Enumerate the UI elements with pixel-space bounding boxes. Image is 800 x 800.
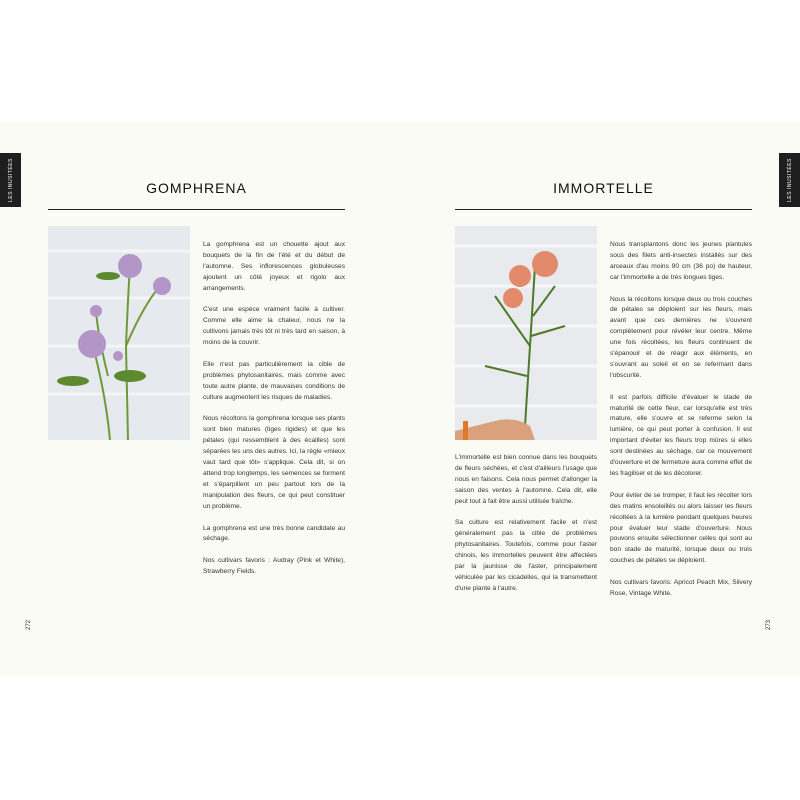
paragraph: Elle n'est pas particulièrement la cible de problèmes phytosanitaires, mais comme avec toute autre plante, de mauvaises conditions de culture augmentent les risques de maladies. [203, 360, 345, 401]
paragraph: L'immortelle est bien connue dans les bouquets de fleurs séchées, et c'est d'ailleurs l'usage que nous en faisons. Cela nous permet d'allonger la saison des ventes à l'automne. Cela dit, elle peut tout à fait être aussi utilisée fraîche. [455, 454, 597, 505]
paragraph: Sa culture est relativement facile et n'est généralement pas la cible de problèmes phytosanitaires. Toutefois, comme pour l'aster chinois, les immortelles peuvent être affectées par la jaunisse de l'aster, principalement véhiculée par les cicadelles, qui la transmettent d'une plante à l'autre. [455, 519, 597, 592]
paragraph: Nos cultivars favoris : Audray (Pink et White), Strawberry Fields. [203, 557, 345, 576]
paragraph: C'est une espèce vraiment facile à cultiver. Comme elle aime la chaleur, nous ne la cultivons jamais très tôt ni très tard en saison, à moins de la couvrir. [203, 306, 345, 347]
paragraph: Pour éviter de se tromper, il faut les récolter lors des matins ensoleillés ou alors laisser les fleurs récoltées à la lumière pendant quelques heures pour évaluer leur stade d'ouverture. Nous pouvons ensuite sélectionner celles qui sont au bon stade de maturité, lorsque deux ou trois couches de pétales se déploient. [610, 491, 752, 565]
immortelle-text-right [610, 240, 752, 611]
section-tab-right [779, 153, 800, 207]
paragraph: Nos cultivars favoris: Apricot Peach Mix, Silvery Rose, Vintage White. [610, 579, 752, 597]
paragraph: Nous la récoltons lorsque deux ou trois couches de pétales se déploient sur les fleurs, mais avant que ces dernières ne s'ouvrent complètement pour révéler leur centre. Même une fois récoltées, les fleurs continuent de s'épanouir et de réagir aux éléments, en s'ouvrant au soleil et en se refermant dans l'obscurité. [610, 295, 752, 379]
section-tab-label: LES INUSITÉES [7, 158, 14, 202]
title-rule-right [455, 209, 752, 210]
page-title-left: GOMPHRENA [146, 180, 247, 196]
paragraph: Nous récoltons la gomphrena lorsque ses plants sont bien matures (tiges rigides) et que les pétales (qui ressemblent à des écailles) sont séparées les uns des autres. Ici, la règle «mieux vaut tard que tôt» s'applique. Cela dit, si on attend trop longtemps, les semences se forment et s'éparpillent un peu partout lors de la manipulation des fleurs, ce qui peut constituer un problème. [203, 415, 345, 510]
page-title-right: IMMORTELLE [553, 180, 654, 196]
page-number-right: 273 [766, 619, 773, 631]
page-number-left: 272 [26, 619, 33, 631]
paragraph: Nous transplantons donc les jeunes plantules sous des filets anti-insectes installés sur des arceaux d'au moins 90 cm (36 po) de hauteur, car l'immortelle a de très longues tiges. [610, 241, 752, 281]
paragraph: La gomphrena est un chouette ajout aux bouquets de la fin de l'été et du début de l'automne. Ses inflorescences globuleuses ajoutent un côté joyeux et rigolo aux arrangements. [203, 241, 345, 292]
gomphrena-text [203, 240, 345, 589]
paragraph: Il est parfois difficile d'évaluer le stade de maturité de cette fleur, car lorsqu'elle est très mature, elle s'ouvre et se referme selon la lumière, ce qui peut porter à confusion. Il est important d'éviter les fleurs trop mûres si elles sont destinées au séchage, car ce mouvement d'ouverture et de fermeture aura comme effet de les fragiliser et de les décolorer. [610, 393, 752, 477]
section-tab-left [0, 153, 21, 207]
immortelle-photo [455, 226, 597, 440]
paragraph: La gomphrena est une très bonne candidate au séchage. [203, 524, 345, 543]
immortelle-text-left [455, 453, 597, 606]
gomphrena-photo [48, 226, 190, 440]
section-tab-label: LES INUSITÉES [786, 158, 793, 202]
title-rule-left [48, 209, 345, 210]
